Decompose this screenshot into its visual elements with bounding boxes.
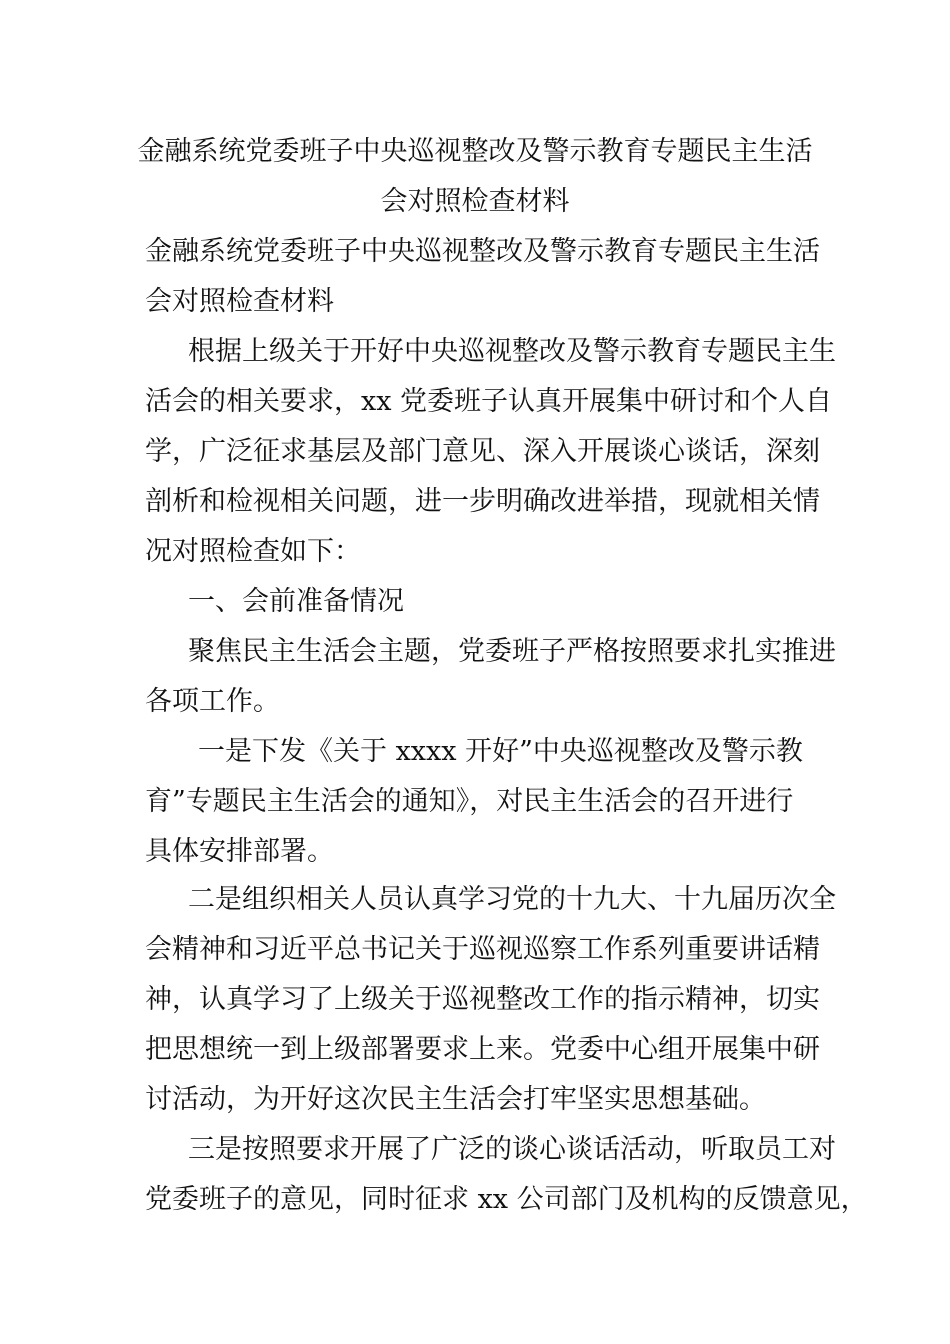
body-line: 剖析和检视相关问题，进一步明确改进举措，现就相关情 [145, 486, 820, 517]
body-line: 一是下发《关于 xxxx 开好”中央巡视整改及警示教 [198, 736, 803, 767]
body-line: 具体安排部署。 [145, 836, 334, 867]
body-line: 各项工作。 [145, 686, 280, 717]
body-line: 金融系统党委班子中央巡视整改及警示教育专题民主生活 [145, 236, 820, 267]
body-line: 会对照检查材料 [145, 286, 334, 317]
body-line: 神，认真学习了上级关于巡视整改工作的指示精神，切实 [145, 984, 820, 1015]
body-line: 三是按照要求开展了广泛的谈心谈话活动，听取员工对 [188, 1134, 836, 1165]
body-line: 会精神和习近平总书记关于巡视巡察工作系列重要讲话精 [145, 934, 820, 965]
body-line: 二是组织相关人员认真学习党的十九大、十九届历次全 [188, 884, 836, 915]
body-line: 况对照检查如下： [145, 536, 361, 567]
body-line: 活会的相关要求，xx 党委班子认真开展集中研讨和个人自 [145, 386, 833, 417]
section-heading: 一、会前准备情况 [188, 586, 404, 617]
document-title-line-1: 金融系统党委班子中央巡视整改及警示教育专题民主生活 [137, 136, 813, 167]
body-line: 育”专题民主生活会的通知》，对民主生活会的召开进行 [145, 786, 794, 817]
body-line: 根据上级关于开好中央巡视整改及警示教育专题民主生 [188, 336, 836, 367]
body-line: 把思想统一到上级部署要求上来。党委中心组开展集中研 [145, 1034, 820, 1065]
document-title-line-2: 会对照检查材料 [380, 186, 570, 217]
body-line: 聚焦民主生活会主题，党委班子严格按照要求扎实推进 [188, 636, 836, 667]
body-line: 讨活动，为开好这次民主生活会打牢坚实思想基础。 [145, 1084, 766, 1115]
body-line: 党委班子的意见，同时征求 xx 公司部门及机构的反馈意见， [145, 1184, 868, 1215]
body-line: 学，广泛征求基层及部门意见、深入开展谈心谈话，深刻 [145, 436, 820, 467]
